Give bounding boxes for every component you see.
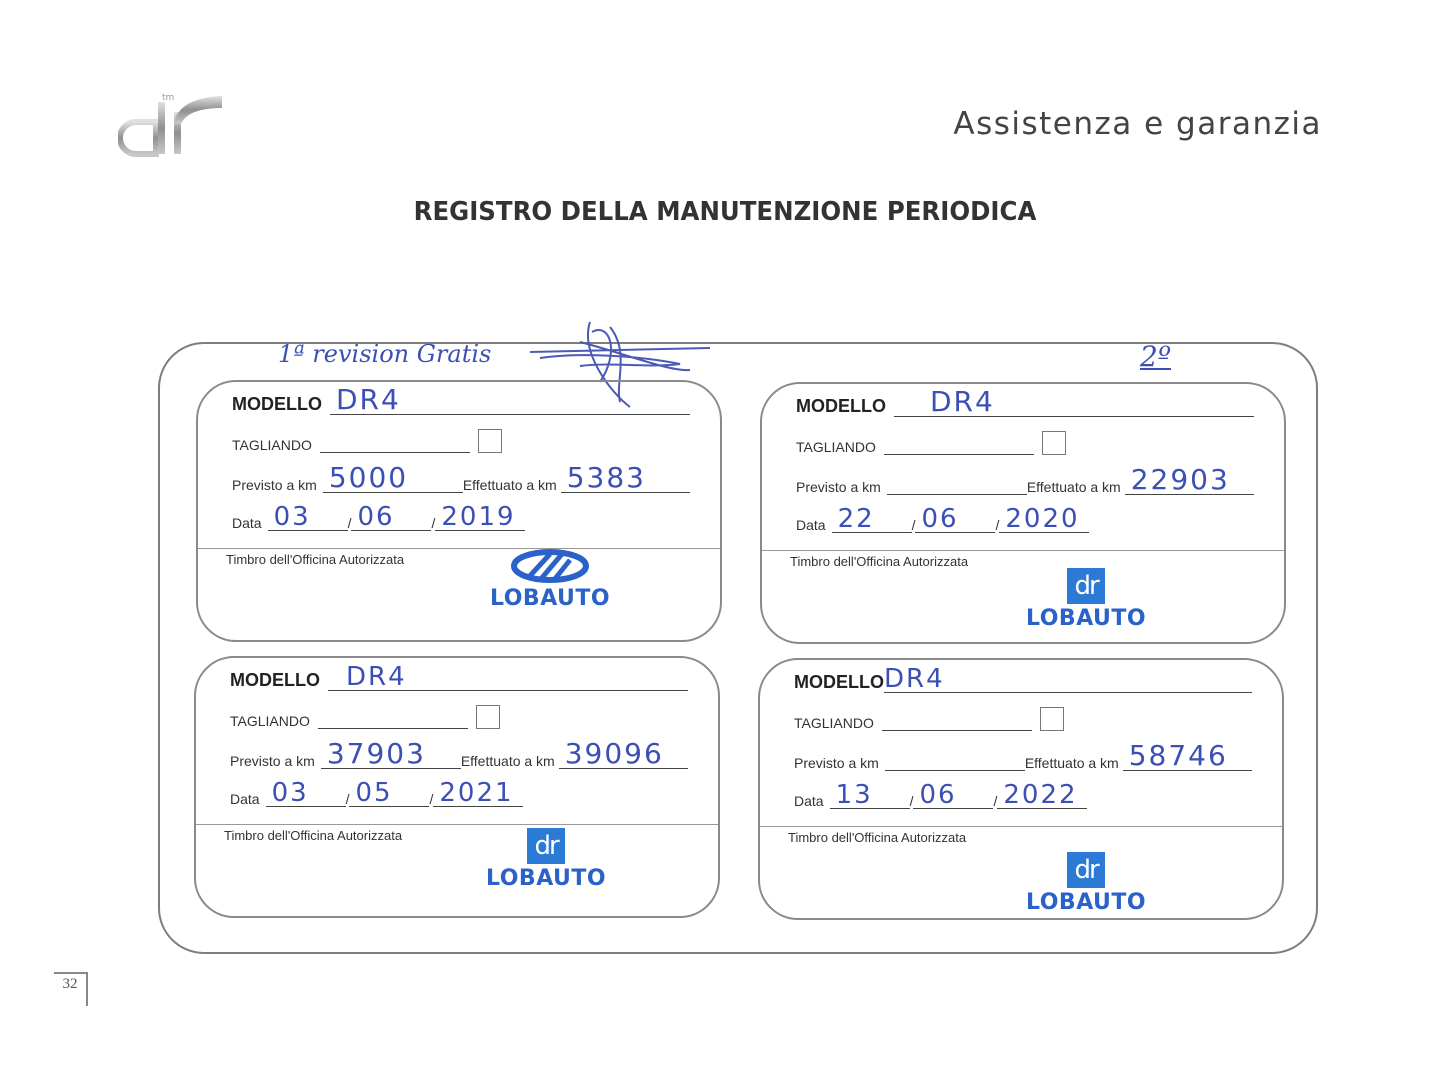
done-km-field[interactable]	[559, 737, 688, 770]
model-field[interactable]	[328, 664, 688, 691]
service-card-1: MODELLO DR4 TAGLIANDO Previsto a km 5000 Effettuato a km 5383 Data 03 / 06 / 2019 Timbro dell'Officina Autorizzata LOBAUTO	[196, 380, 722, 642]
mahindra-icon	[510, 548, 590, 584]
divider	[198, 548, 720, 549]
stamp-label: Timbro dell'Officina Autorizzata	[226, 552, 405, 567]
date-month: 06	[357, 502, 395, 532]
stamp-name: LOBAUTO	[490, 586, 611, 611]
done-km-field[interactable]	[561, 461, 690, 494]
model-label: MODELLO	[796, 396, 886, 416]
planned-km-field[interactable]	[887, 468, 1027, 495]
planned-km-value: 5000	[328, 461, 409, 494]
done-km-value: 5383	[566, 461, 646, 494]
date-month-field[interactable]	[349, 780, 429, 807]
planned-km-field[interactable]	[321, 737, 461, 770]
service-label: TAGLIANDO	[230, 713, 310, 729]
first-service-annotation: 1ª revision Gratis	[278, 340, 492, 368]
divider	[760, 826, 1282, 827]
date-label: Data	[232, 515, 262, 531]
date-day-field[interactable]	[830, 782, 910, 809]
service-card-2: MODELLO DR4 TAGLIANDO Previsto a km Effettuato a km 22903 Data 22 / 06 / 2020 Timbro dell'Officina Autorizzata dr LOBAUTO	[760, 382, 1286, 644]
divider	[762, 550, 1284, 551]
dr-icon: dr	[1067, 568, 1105, 604]
planned-km-label: Previsto a km	[794, 755, 879, 771]
date-year-field[interactable]	[999, 506, 1089, 533]
date-day: 13	[835, 780, 873, 810]
dr-logo-icon	[118, 84, 228, 160]
done-km-label: Effettuato a km	[1024, 755, 1119, 771]
date-month: 05	[355, 778, 393, 808]
date-day: 03	[271, 778, 309, 808]
model-field[interactable]	[894, 385, 1254, 418]
service-checkbox[interactable]	[1040, 707, 1064, 731]
divider	[196, 824, 718, 825]
done-km-value: 22903	[1130, 463, 1230, 496]
service-checkbox[interactable]	[478, 429, 502, 453]
svg-text:tm: tm	[162, 93, 175, 103]
done-km-field[interactable]	[1125, 463, 1254, 496]
planned-km-field[interactable]	[323, 461, 463, 494]
stamp-label: Timbro dell'Officina Autorizzata	[224, 828, 403, 843]
stamp-name: LOBAUTO	[1026, 606, 1147, 631]
stamp-name: LOBAUTO	[486, 866, 607, 891]
service-field[interactable]	[882, 704, 1032, 731]
date-month-field[interactable]	[915, 506, 995, 533]
workshop-stamp	[490, 548, 610, 611]
done-km-label: Effettuato a km	[460, 753, 555, 769]
workshop-stamp	[1026, 852, 1146, 915]
service-label: TAGLIANDO	[232, 437, 312, 453]
model-value: DR4	[346, 662, 407, 692]
date-month-field[interactable]	[351, 504, 431, 531]
service-checkbox[interactable]	[476, 705, 500, 729]
model-label: MODELLO	[232, 394, 322, 414]
model-label: MODELLO	[794, 672, 884, 692]
service-label: TAGLIANDO	[794, 715, 874, 731]
date-day: 22	[837, 504, 875, 534]
model-value: DR4	[336, 383, 401, 416]
model-value: DR4	[930, 385, 995, 418]
dr-icon: dr	[527, 828, 565, 864]
date-label: Data	[796, 517, 826, 533]
planned-km-field[interactable]	[885, 744, 1025, 771]
model-field[interactable]	[884, 666, 1252, 693]
date-day-field[interactable]	[832, 506, 912, 533]
service-card-4: MODELLO DR4 TAGLIANDO Previsto a km Effettuato a km 58746 Data 13 / 06 / 2022 Timbro dell'Officina Autorizzata dr LOBAUTO	[758, 658, 1284, 920]
stamp-label: Timbro dell'Officina Autorizzata	[790, 554, 969, 569]
date-year-field[interactable]	[435, 504, 525, 531]
date-year: 2022	[1003, 780, 1078, 810]
date-month: 06	[919, 780, 957, 810]
service-field[interactable]	[318, 702, 468, 729]
planned-km-label: Previsto a km	[232, 477, 317, 493]
model-value: DR4	[884, 664, 945, 694]
date-month: 06	[921, 504, 959, 534]
model-field[interactable]	[330, 383, 690, 416]
date-label: Data	[230, 791, 260, 807]
date-label: Data	[794, 793, 824, 809]
date-year-field[interactable]	[433, 780, 523, 807]
planned-km-label: Previsto a km	[230, 753, 315, 769]
page-title: REGISTRO DELLA MANUTENZIONE PERIODICA	[413, 197, 1037, 227]
workshop-stamp	[486, 828, 606, 891]
done-km-label: Effettuato a km	[462, 477, 557, 493]
date-year: 2020	[1005, 504, 1080, 534]
planned-km-label: Previsto a km	[796, 479, 881, 495]
page-number: 32	[54, 972, 88, 1006]
date-month-field[interactable]	[913, 782, 993, 809]
service-checkbox[interactable]	[1042, 431, 1066, 455]
done-km-field[interactable]	[1123, 739, 1252, 772]
stamp-label: Timbro dell'Officina Autorizzata	[788, 830, 967, 845]
date-year-field[interactable]	[997, 782, 1087, 809]
service-field[interactable]	[320, 426, 470, 453]
date-day-field[interactable]	[266, 780, 346, 807]
done-km-label: Effettuato a km	[1026, 479, 1121, 495]
done-km-value: 39096	[564, 737, 664, 770]
service-field[interactable]	[884, 428, 1034, 455]
workshop-stamp	[1026, 568, 1146, 631]
second-service-annotation: 2º	[1140, 340, 1171, 373]
stamp-name: LOBAUTO	[1026, 890, 1147, 915]
date-year: 2021	[439, 778, 514, 808]
planned-km-value: 37903	[326, 737, 426, 770]
service-card-3: MODELLO DR4 TAGLIANDO Previsto a km 37903 Effettuato a km 39096 Data 03 / 05 / 2021 Timbro dell'Officina Autorizzata dr LOBAUTO	[194, 656, 720, 918]
model-label: MODELLO	[230, 670, 320, 690]
date-day: 03	[273, 502, 311, 532]
date-day-field[interactable]	[268, 504, 348, 531]
section-title: Assistenza e garanzia	[953, 106, 1322, 142]
dr-icon: dr	[1067, 852, 1105, 888]
service-label: TAGLIANDO	[796, 439, 876, 455]
done-km-value: 58746	[1128, 739, 1228, 772]
date-year: 2019	[441, 502, 516, 532]
